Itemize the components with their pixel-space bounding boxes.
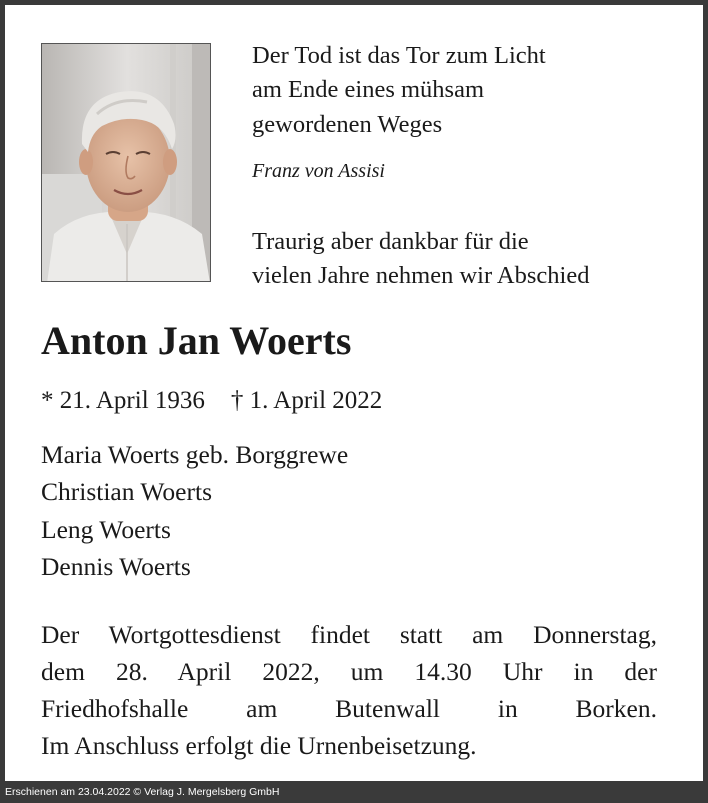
quote-line-1: Der Tod ist das Tor zum Licht: [252, 42, 546, 69]
deceased-name: Anton Jan Woerts: [41, 318, 352, 363]
quote-author: Franz von Assisi: [252, 160, 385, 182]
birth-date: * 21. April 1936: [41, 387, 205, 414]
quote-line-2: am Ende eines mühsam: [252, 76, 485, 103]
farewell-line-2: vielen Jahre nehmen wir Abschied: [252, 262, 590, 289]
mourner-name: Maria Woerts geb. Borggrewe: [41, 440, 349, 469]
service-notice-line-1: Der Wortgottesdienst findet statt am Donnerstag,: [41, 620, 657, 649]
service-notice-line-4: Im Anschluss erfolgt die Urnenbeisetzung.: [41, 731, 477, 760]
death-date: † 1. April 2022: [230, 387, 383, 414]
mourner-name: Dennis Woerts: [41, 552, 191, 581]
service-notice-line-2: dem 28. April 2022, um 14.30 Uhr in der: [41, 657, 657, 686]
quote-line-3: gewordenen Weges: [252, 111, 443, 138]
mourner-name: Christian Woerts: [41, 477, 213, 506]
portrait-photo: [41, 43, 211, 282]
portrait-image: [42, 44, 211, 282]
life-dates: [41, 385, 382, 417]
obituary-notice: [5, 5, 703, 781]
publication-credit: Erschienen am 23.04.2022 © Verlag J. Mergelsberg GmbH: [5, 786, 280, 798]
mourner-name: Leng Woerts: [41, 515, 171, 544]
service-notice-line-3: Friedhofshalle am Butenwall in Borken.: [41, 694, 657, 723]
farewell-line-1: Traurig aber dankbar für die: [252, 228, 529, 255]
